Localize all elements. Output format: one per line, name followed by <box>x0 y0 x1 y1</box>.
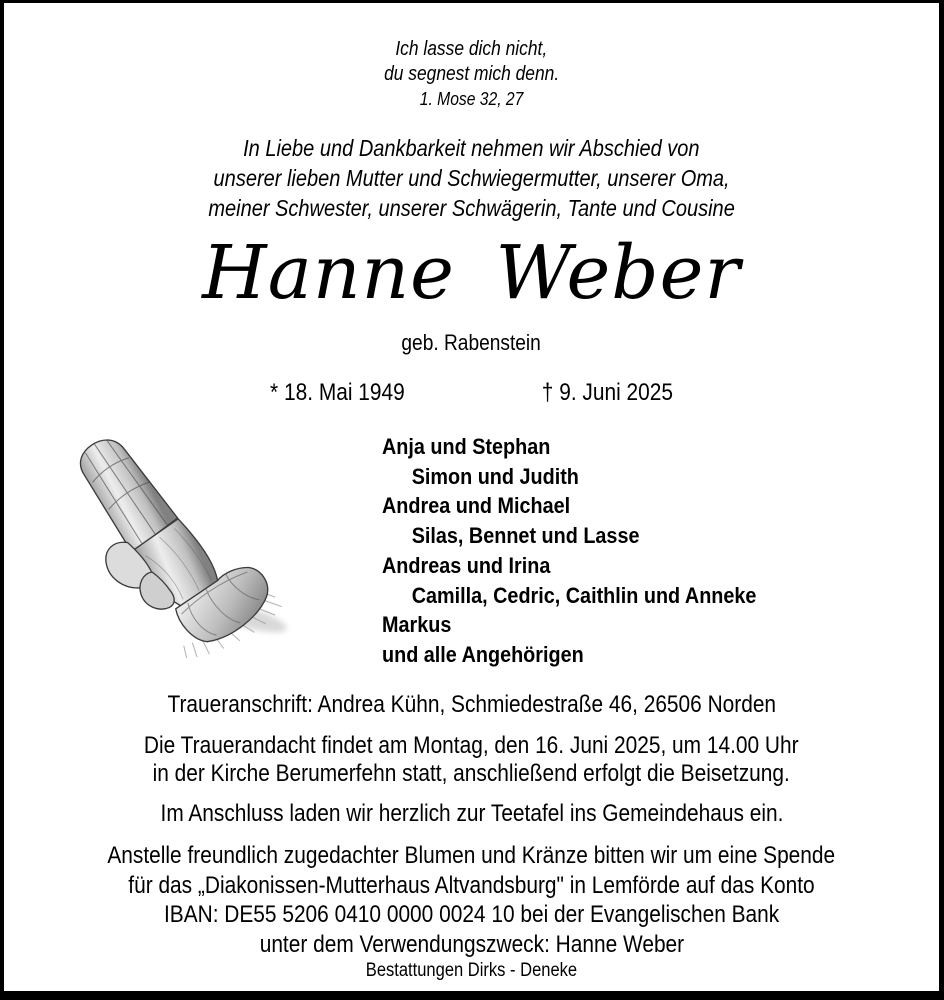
bible-quote <box>4 37 939 112</box>
deceased-name: Hanne Weber <box>202 230 741 316</box>
intro-line: In Liebe und Dankbarkeit nehmen wir Abschied von <box>243 135 700 161</box>
mourners-list <box>382 432 756 670</box>
life-dates <box>4 379 939 407</box>
donation-line: Anstelle freundlich zugedachter Blumen und Kränze bitten wir um eine Spende <box>107 842 836 869</box>
mourner-line: Andrea und Michael <box>382 493 571 519</box>
mourner-line: Silas, Bennet und Lasse <box>411 523 640 549</box>
intro-text <box>4 133 939 223</box>
mourning-address: Traueranschrift: Andrea Kühn, Schmiedestraße 46, 26506 Norden <box>167 691 776 718</box>
funeral-home-name: Bestattungen Dirks - Deneke <box>365 960 578 981</box>
mourner-line: Anja und Stephan <box>382 434 551 459</box>
birth-date: * 18. Mai 1949 <box>269 379 405 406</box>
intro-line: meiner Schwester, unserer Schwägerin, Tante und Cousine <box>208 195 735 221</box>
donation-line: unter dem Verwendungszweck: Hanne Weber <box>259 930 684 958</box>
service-line: Die Trauerandacht findet am Montag, den 16. Juni 2025, um 14.00 Uhr <box>144 732 799 759</box>
donation-line: für das „Diakonissen-Mutterhaus Altvandsburg" in Lemförde auf das Konto <box>128 871 815 899</box>
intro-line: unserer lieben Mutter und Schwiegermutter, unserer Oma, <box>213 165 730 191</box>
service-line: in der Kirche Berumerfehn statt, anschließend erfolgt die Beisetzung. <box>152 760 791 787</box>
mourner-line: Camilla, Cedric, Caithlin und Anneke <box>411 582 757 608</box>
mourner-line: Andreas und Irina <box>382 552 551 578</box>
mourner-line: Simon und Judith <box>411 463 579 489</box>
maiden-name: geb. Rabenstein <box>401 330 542 355</box>
donation-info <box>4 841 939 959</box>
mourner-line: und alle Angehörigen <box>382 641 584 667</box>
quote-source: 1. Mose 32, 27 <box>419 89 524 109</box>
praying-hands-image <box>60 407 298 676</box>
mourner-line: Markus <box>382 612 452 638</box>
quote-line: du segnest mich denn. <box>383 63 560 85</box>
service-info <box>4 732 939 788</box>
donation-line: IBAN: DE55 5206 0410 0000 0024 10 bei der Evangelischen Bank <box>163 901 780 928</box>
death-date: † 9. Juni 2025 <box>542 379 674 406</box>
praying-hands-icon <box>60 407 298 671</box>
reception-note: Im Anschluss laden wir herzlich zur Teetafel ins Gemeindehaus ein. <box>160 800 783 827</box>
quote-line: Ich lasse dich nicht, <box>395 38 548 60</box>
